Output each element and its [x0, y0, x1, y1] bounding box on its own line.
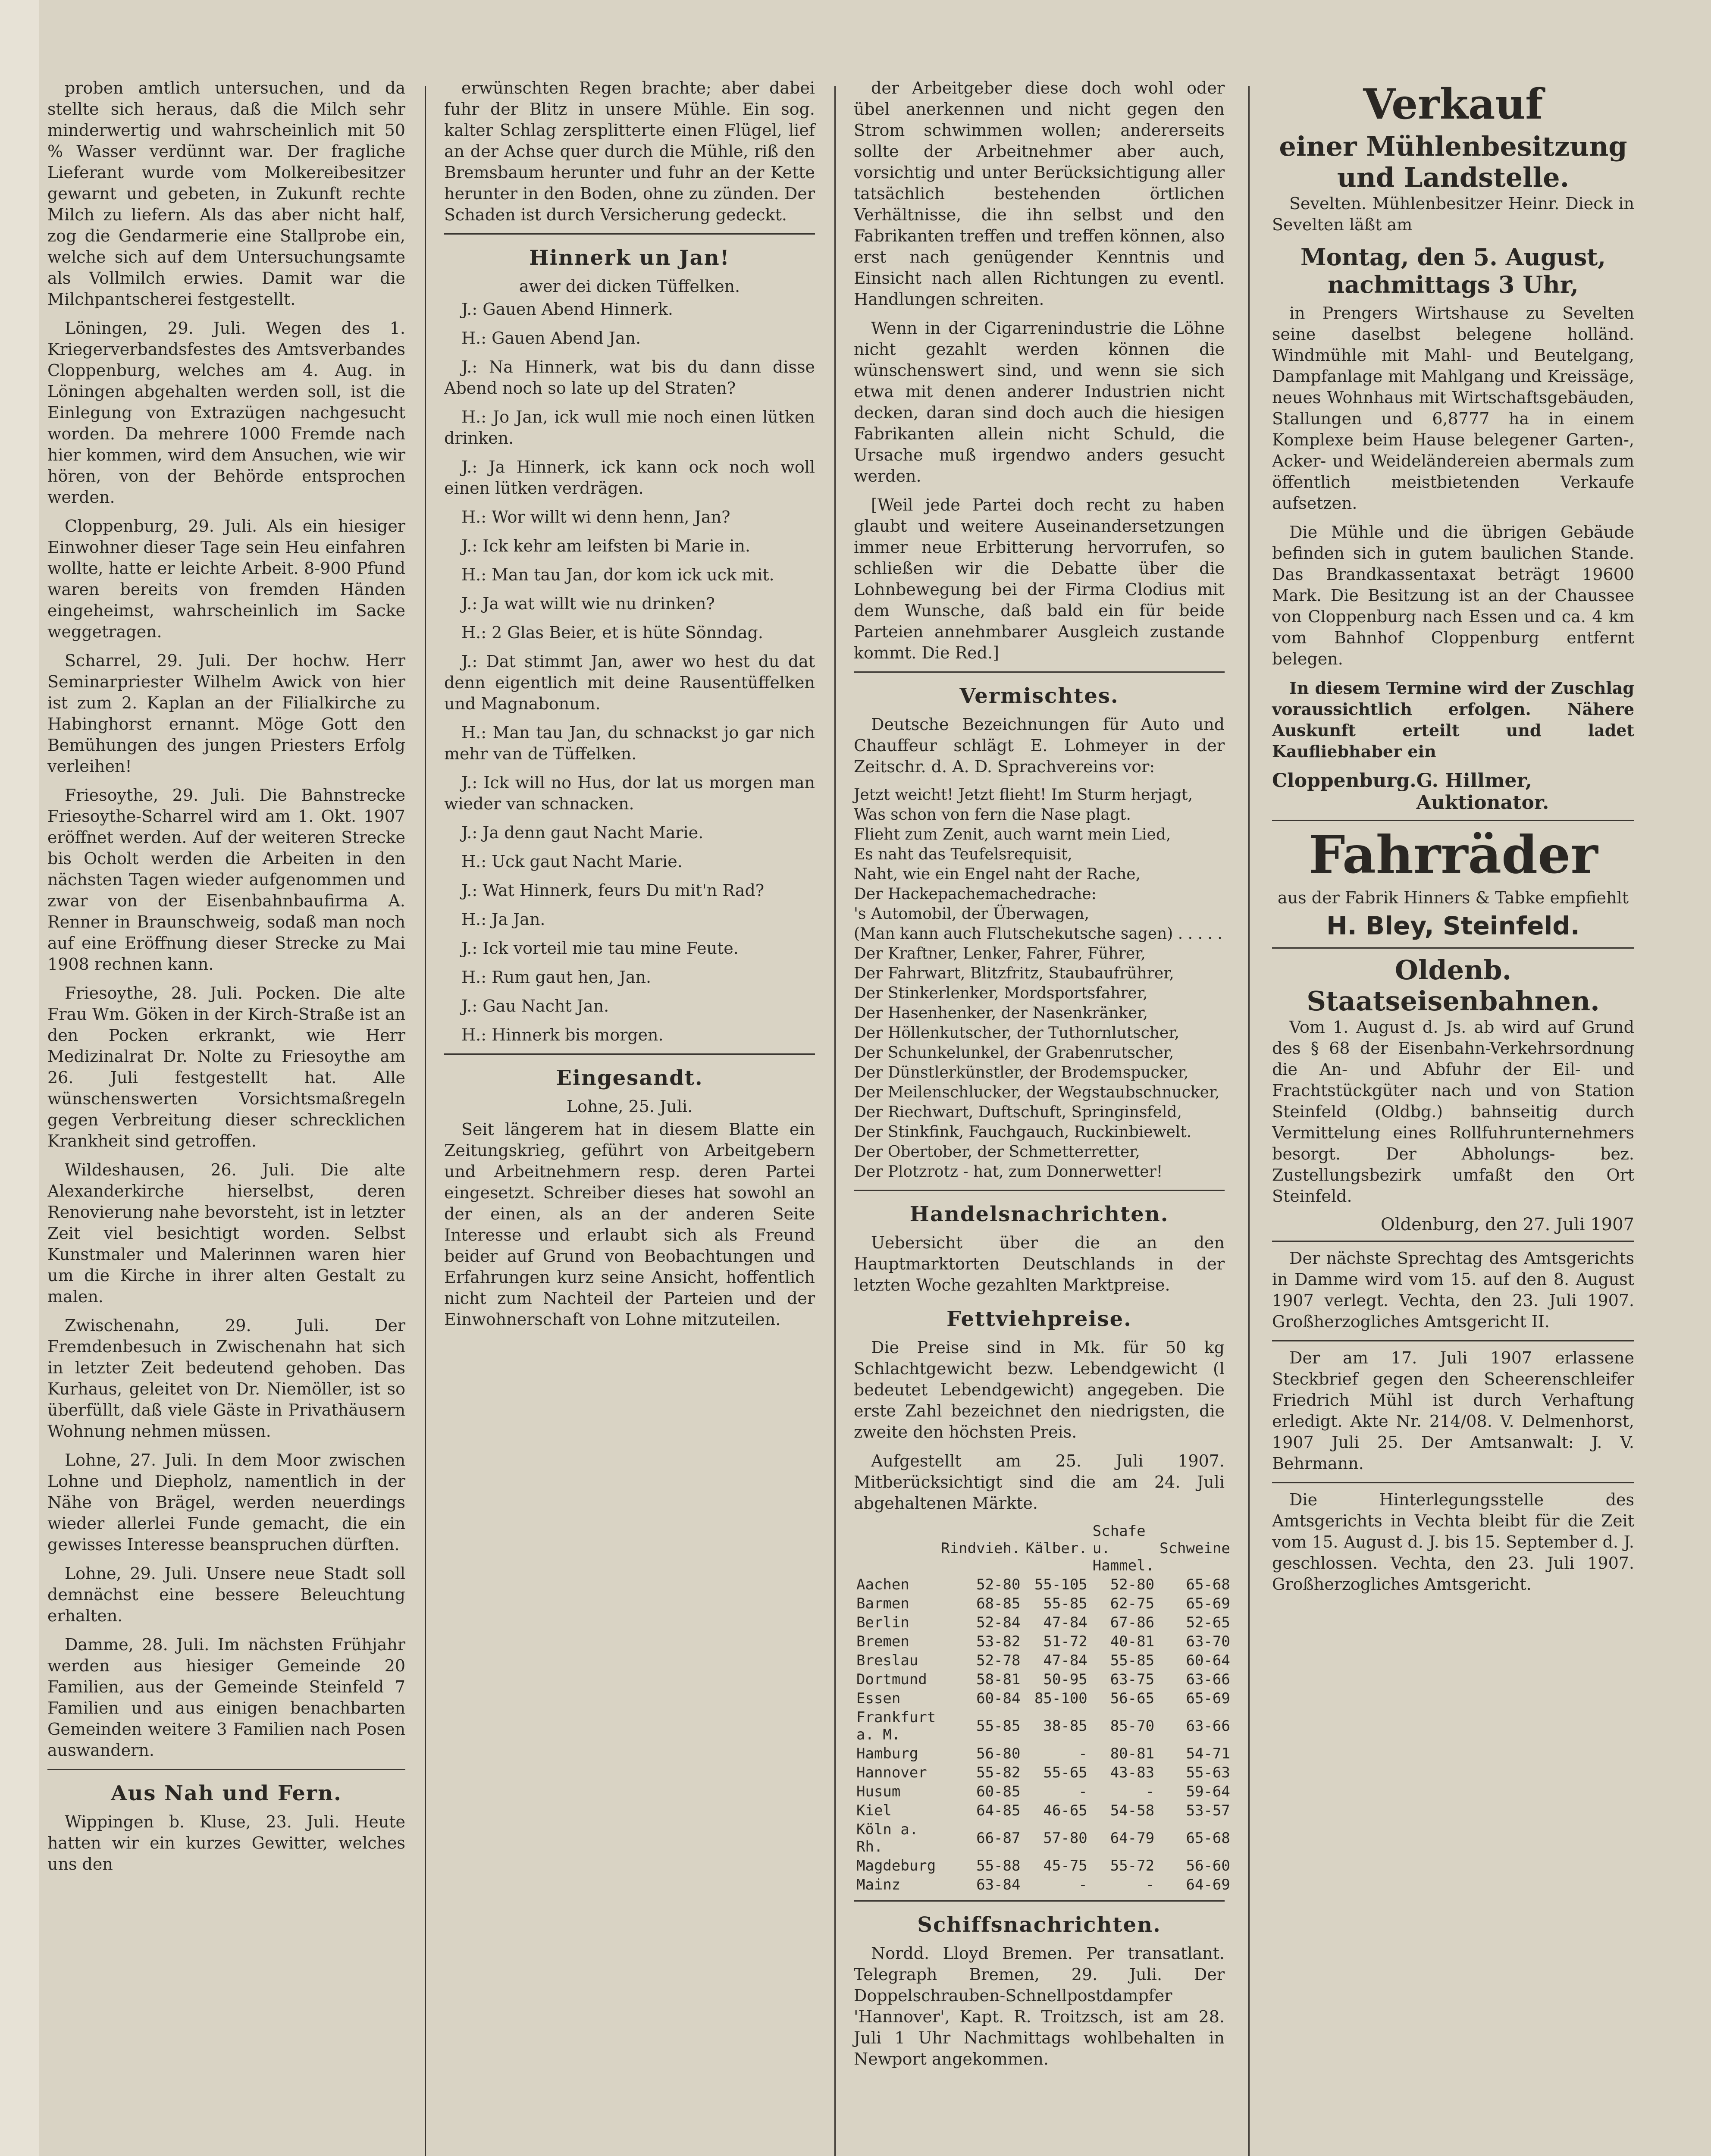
dialogue-line: J.: Ja denn gaut Nacht Marie.: [461, 823, 704, 842]
price: 68-85: [976, 1595, 1021, 1612]
market: Barmen: [856, 1595, 909, 1612]
dialogue-line: H.: Rum gaut hen, Jan.: [461, 968, 652, 987]
price: -: [1078, 1876, 1087, 1893]
ad-date: Oldenburg, den 27. Juli 1907: [1380, 1215, 1634, 1235]
price: 52-65: [1186, 1614, 1230, 1631]
verse-line: Flieht zum Zenit, auch warnt mein Lied,: [854, 826, 1171, 843]
ad-mill-sale: [1272, 82, 1634, 814]
article: proben amtlich untersuchen, und da stellte sich heraus, daß die Milch sehr minderwertig und wahrscheinlich mit 50 % Wasser verdünnt war. Der fragliche Lieferant wurde vom Molkereibesitzer gewarnt und gebeten, in Zukunft rechte Milch zu liefern. Als das aber nicht half, zog die Gendarmerie eine Stallprobe ein, welche sich auf dem Untersuchungsamte als Vollmilch erwies. Damit war die Milchpantscherei festgestellt.: [47, 78, 405, 309]
section-rule: [1272, 1482, 1634, 1483]
price: 47-84: [1043, 1614, 1087, 1631]
market: Berlin: [856, 1614, 909, 1631]
article: Seit längerem hat in diesem Blatte ein Zeitungskrieg, geführt von Arbeitgebern und Arbeitnehmern resp. deren Partei eingesetzt. Schreiber dieses hat sowohl an der einen, als an der anderen Seite Interesse und erlaubt sich als Freund beider auf Grund von Beobachtungen und Erfahrungen kurz seine Ansicht, hoffentlich nicht zum Nachteil der Parteien und der Einwohnerschaft von Lohne mitzuteilen.: [444, 1120, 815, 1329]
article: Aufgestellt am 25. Juli 1907. Mitberücksichtigt sind die am 24. Juli abgehaltenen Märkte.: [854, 1451, 1225, 1513]
price: 64-69: [1186, 1876, 1230, 1893]
price: 67-86: [1110, 1614, 1155, 1631]
price: 58-81: [976, 1671, 1021, 1688]
ad-title: Fahrräder: [1308, 824, 1598, 885]
article: Friesoythe, 29. Juli. Die Bahnstrecke Friesoythe-Scharrel wird am 1. Okt. 1907 eröffnet werden. Auf der weiteren Strecke bis Ocholt werden die Arbeiten in den nächsten Tagen wieder aufgenommen und zwar von der Eisenbahnbaufirma A. Renner in Braunschweig, sodaß man noch auf eine Eröffnung dieser Strecke zu Mai 1908 rechnen kann.: [47, 786, 405, 974]
price: 65-69: [1186, 1690, 1230, 1707]
section-rule: [854, 671, 1225, 673]
article: Zwischenahn, 29. Juli. Der Fremdenbesuch in Zwischenahn hat sich in letzter Zeit bedeutend gehoben. Das Kurhaus, geleitet von Dr. Niemöller, ist so überfüllt, daß viele Gäste in Privathäusern Wohnung nehmen müssen.: [47, 1316, 405, 1441]
price: 66-87: [976, 1830, 1021, 1847]
column-1: [47, 78, 405, 2156]
section-rule: [854, 1900, 1225, 1902]
price: 60-85: [976, 1783, 1021, 1800]
market: Magdeburg: [856, 1857, 936, 1874]
price: -: [1145, 1876, 1155, 1893]
market: Dortmund: [856, 1671, 927, 1688]
ad-text: Die Mühle und die übrigen Gebäude befinden sich in gutem baulichen Stande. Das Brandkassentaxat beträgt 19600 Mark. Die Besitzung ist an der Chaussee von Cloppenburg nach Essen und ca. 4 km vom Bahnhof Cloppenburg entfernt belegen.: [1272, 523, 1634, 668]
dialogue-line: J.: Wat Hinnerk, feurs Du mit'n Rad?: [461, 881, 765, 900]
ad-date: Montag, den 5. August, nachmittags 3 Uhr,: [1300, 243, 1606, 298]
ad-text: in Prengers Wirtshause zu Sevelten seine daselbst belegene holländ. Windmühle mit Mahl- und Beutelgang, Dampfanlage mit Mahlgang und Kreissäge, neues Wohnhaus mit Wirtschaftsgebäuden, Stallungen und 6,8777 ha in einem Komplexe beim Hause belegener Garten-, Acker- und Weideländereien abermals zum öffentlich meistbietenden Verkaufe aufsetzen.: [1272, 304, 1634, 513]
market: Breslau: [856, 1652, 918, 1669]
price: 55-82: [976, 1764, 1021, 1781]
table-row: [854, 1651, 1233, 1670]
article: Nordd. Lloyd Bremen. Per transatlant. Telegraph Bremen, 29. Juli. Der Doppelschrauben-Schnellpostdampfer 'Hannover', Kapt. R. Troitzsch, ist am 28. Juli 1 Uhr Nachmittags wohlbehalten in Newport angekommen.: [854, 1944, 1225, 2068]
ad-title: Verkauf: [1363, 80, 1543, 128]
table-row: [854, 1670, 1233, 1689]
section-rule: [1272, 1340, 1634, 1341]
column-4: [1272, 78, 1634, 2156]
dialogue-line: J.: Ick vorteil mie tau mine Feute.: [461, 939, 739, 958]
article: Deutsche Bezeichnungen für Auto und Chauffeur schlägt E. Lohmeyer in der Zeitschr. d. A. D. Sprachvereins vor:: [854, 715, 1225, 776]
table-row: [854, 1744, 1233, 1763]
article: erwünschten Regen brachte; aber dabei fuhr der Blitz in unsere Mühle. Ein sog. kalter Schlag zersplitterte einen Flügel, lief an der Achse quer durch die Mühle, riß den Bremsbaum herunter und fuhr an der Kette herunter in den Boden, ohne zu zünden. Der Schaden ist durch Versicherung gedeckt.: [444, 78, 815, 224]
article: der Arbeitgeber diese doch wohl oder übel anerkennen und nicht gegen den Strom schwimmen wollen; andererseits sollte der Arbeitnehmer aber auch, vorsichtig und unter Berücksichtigung aller tatsächlich bestehenden örtlichen Verhältnisse, die ihn selbst und den Fabrikanten treffen und treffen können, also erst nach genügender Kenntnis und Einsicht nach allen Richtungen zu eventl. Handlungen schreiten.: [854, 78, 1225, 309]
dialogue-line: H.: Man tau Jan, du schnackst jo gar nich mehr van de Tüffelken.: [444, 723, 815, 763]
ad-text: Vom 1. August d. Js. ab wird auf Grund des § 68 der Eisenbahn-Verkehrsordnung die An- und Abfuhr der Eil- und Frachtstückgüter nach und von Station Steinfeld (Oldbg.) bahnseitig durch Vermittelung eines Rollfuhrunternehmers besorgt. Der Abholungs- bez. Zustellungsbezirk umfaßt den Ort Steinfeld.: [1272, 1018, 1634, 1206]
verse-line: Der Hackepachemachedrache:: [854, 885, 1097, 903]
section-heading: Hinnerk un Jan!: [529, 246, 730, 270]
dialogue-line: J.: Ja Hinnerk, ick kann ock noch woll einen lütken verdrägen.: [444, 458, 815, 498]
header-cell: Schweine: [1159, 1540, 1230, 1557]
price: 55-105: [1034, 1576, 1087, 1593]
dialogue-line: H.: Uck gaut Nacht Marie.: [461, 852, 683, 871]
price: 64-85: [976, 1802, 1021, 1819]
table-row: [854, 1632, 1233, 1651]
price: 55-88: [976, 1857, 1021, 1874]
price: 46-65: [1043, 1802, 1087, 1819]
market: Essen: [856, 1690, 901, 1707]
dialogue-line: H.: Man tau Jan, dor kom ick uck mit.: [461, 565, 774, 584]
dialogue-line: J.: Gau Nacht Jan.: [461, 997, 609, 1015]
price: 55-85: [976, 1717, 1021, 1735]
table-header: [854, 1522, 1233, 1575]
verse-line: Der Stinkerlenker, Mordsportsfahrer,: [854, 984, 1148, 1002]
price: 65-68: [1186, 1576, 1230, 1593]
price: 63-70: [1186, 1633, 1230, 1650]
ad-bicycles: [1272, 824, 1634, 941]
market: Husum: [856, 1783, 901, 1800]
ad-title: Oldenb. Staatseisenbahnen.: [1307, 954, 1600, 1017]
ad-name: H. Bley, Steinfeld.: [1326, 911, 1580, 940]
section-heading: Fettviehpreise.: [946, 1307, 1132, 1331]
price: 52-80: [976, 1576, 1021, 1593]
table-row: [854, 1613, 1233, 1632]
verse-line: Der Kraftner, Lenker, Fahrer, Führer,: [854, 945, 1146, 962]
table-row: [854, 1875, 1233, 1894]
table-row: [854, 1820, 1233, 1856]
dialogue-line: H.: Ja Jan.: [461, 910, 545, 929]
price: 54-71: [1186, 1745, 1230, 1762]
market: Aachen: [856, 1576, 909, 1593]
price: 43-83: [1110, 1764, 1155, 1781]
dialogue-line: J.: Na Hinnerk, wat bis du dann disse Abend noch so late up del Straten?: [444, 357, 815, 398]
table-row: [854, 1856, 1233, 1875]
dialogue-line: H.: Jo Jan, ick wull mie noch einen lütken drinken.: [444, 407, 815, 448]
verse-line: Es naht das Teufelsrequisit,: [854, 846, 1072, 863]
price: 63-84: [976, 1876, 1021, 1893]
table-row: [854, 1763, 1233, 1782]
price: 38-85: [1043, 1717, 1087, 1735]
price: 55-72: [1110, 1857, 1155, 1874]
notice: Der am 17. Juli 1907 erlassene Steckbrief gegen den Scheerenschleifer Friedrich Mühl ist durch Verhaftung erledigt. Akte Nr. 214/08. V. Delmenhorst, 1907 Juli 25. Der Amtsanwalt: J. V. Behrmann.: [1272, 1348, 1634, 1473]
market: Frankfurt a. M.: [856, 1709, 936, 1743]
article: Die Preise sind in Mk. für 50 kg Schlachtgewicht bezw. Lebendgewicht (l bedeutet Lebendgewicht) angegeben. Die erste Zahl bezeichnet den niedrigsten, die zweite den höchsten Preis.: [854, 1338, 1225, 1442]
article: Wenn in der Cigarrenindustrie die Löhne nicht gezahlt werden können die wünschenswert sind, und wenn sie sich etwa mit denen anderer Industrien nicht decken, daran sind doch auch die hiesigen Fabrikanten allein nicht Schuld, die Ursache muß irgendwo anders gesucht werden.: [854, 319, 1225, 486]
header-cell: Rindvieh.: [941, 1540, 1021, 1557]
price: 80-81: [1110, 1745, 1155, 1762]
price: -: [1078, 1783, 1087, 1800]
section-rule: [1272, 947, 1634, 949]
price: 52-80: [1110, 1576, 1155, 1593]
article: Damme, 28. Juli. Im nächsten Frühjahr werden aus hiesiger Gemeinde 20 Familien, aus der Gemeinde Steinfeld 7 Familien und aus einigen benachbarten Gemeinden weitere 3 Familien nach Posen auswandern.: [47, 1635, 405, 1760]
ad-subtitle: einer Mühlenbesitzung und Landstelle.: [1279, 131, 1627, 193]
dialogue-line: H.: 2 Glas Beier, et is hüte Sönndag.: [461, 623, 763, 642]
header-cell: Schafe u. Hammel.: [1092, 1523, 1155, 1574]
price: 57-80: [1043, 1830, 1087, 1847]
verse-line: (Man kann auch Flutschekutsche sagen) . . . . .: [854, 925, 1222, 943]
ad-place: Cloppenburg.: [1272, 770, 1416, 792]
price: 65-68: [1186, 1830, 1230, 1847]
notice: Der nächste Sprechtag des Amtsgerichts in Damme wird vom 15. auf den 8. August 1907 verlegt. Vechta, den 23. Juli 1907. Großherzogliches Amtsgericht II.: [1272, 1249, 1634, 1331]
price-table: [854, 1522, 1233, 1894]
article: Lohne, 29. Juli. Unsere neue Stadt soll demnächst eine bessere Beleuchtung erhalten.: [47, 1564, 405, 1625]
table-row: [854, 1594, 1233, 1613]
ad-text: aus der Fabrik Hinners & Tabke empfiehlt: [1278, 888, 1629, 907]
price: 60-64: [1186, 1652, 1230, 1669]
verse-line: 's Automobil, der Überwagen,: [854, 905, 1090, 923]
price: 65-69: [1186, 1595, 1230, 1612]
price: 55-65: [1043, 1764, 1087, 1781]
ad-signature: [1272, 770, 1634, 814]
verse-line: Der Höllenkutscher, der Tuthornlutscher,: [854, 1024, 1180, 1042]
price: 64-79: [1110, 1830, 1155, 1847]
verse-line: Der Fahrwart, Blitzfritz, Staubaufrührer,: [854, 965, 1174, 982]
price: 45-75: [1043, 1857, 1087, 1874]
verse-line: Der Plotzrotz - hat, zum Donnerwetter!: [854, 1163, 1163, 1181]
article: Lohne, 27. Juli. In dem Moor zwischen Lohne und Diepholz, namentlich in der Nähe von Brägel, werden neuerdings wieder allerlei Funde gemacht, die ein gewisses Interesse beanspruchen dürften.: [47, 1451, 405, 1554]
section-rule: [444, 233, 815, 235]
section-heading: Aus Nah und Fern.: [111, 1781, 342, 1805]
article: Uebersicht über die an den Hauptmarktorten Deutschlands in der letzten Woche gezahlten Marktpreise.: [854, 1233, 1225, 1294]
price: 63-66: [1186, 1671, 1230, 1688]
verse-line: Der Stinkfink, Fauchgauch, Ruckinbiewelt.: [854, 1123, 1192, 1141]
verse-line: Der Obertober, der Schmetterretter,: [854, 1143, 1140, 1161]
dialogue-line: H.: Hinnerk bis morgen.: [461, 1025, 664, 1044]
price: 52-84: [976, 1614, 1021, 1631]
price: 55-63: [1186, 1764, 1230, 1781]
price: 53-57: [1186, 1802, 1230, 1819]
section-heading: Handelsnachrichten.: [909, 1202, 1169, 1226]
table-row: [854, 1708, 1233, 1744]
editor-note: [Weil jede Partei doch recht zu haben glaubt und weitere Auseinandersetzungen immer neue Erbitterung hervorrufen, so schließen wir die Debatte über die Lohnbewegung bei der Firma Clodius mit dem Wunsche, daß bald ein für beide Parteien annehmbarer Ausgleich zustande kommt. Die Red.]: [854, 495, 1225, 662]
section-rule: [444, 1053, 815, 1055]
column-rule: [425, 86, 426, 2156]
notice: Die Hinterlegungsstelle des Amtsgerichts in Vechta bleibt für die Zeit vom 15. August d. J. bis 15. September d. J. geschlossen. Vechta, den 23. Juli 1907. Großherzogliches Amtsgericht.: [1272, 1490, 1634, 1594]
verse-line: Der Riechwart, Duftschuft, Springinsfeld,: [854, 1103, 1182, 1121]
dateline: Lohne, 25. Juli.: [566, 1097, 693, 1116]
ad-text: Sevelten. Mühlenbesitzer Heinr. Dieck in Sevelten läßt am: [1272, 194, 1634, 234]
market: Hannover: [856, 1764, 927, 1781]
price: 50-95: [1043, 1671, 1087, 1688]
article: Wildeshausen, 26. Juli. Die alte Alexanderkirche hierselbst, deren Renovierung nahe bevorsteht, ist in letzter Zeit viel besichtigt worden. Selbst Kunstmaler und Malerinnen waren hier um die Kirche in ihrer alten Gestalt zu malen.: [47, 1160, 405, 1306]
price: -: [1145, 1783, 1155, 1800]
market: Bremen: [856, 1633, 909, 1650]
verse: [854, 785, 1225, 1182]
price: 54-58: [1110, 1802, 1155, 1819]
price: 85-100: [1034, 1690, 1087, 1707]
dialogue-line: H.: Wor willt wi denn henn, Jan?: [461, 508, 730, 526]
price: 55-85: [1043, 1595, 1087, 1612]
article: Cloppenburg, 29. Juli. Als ein hiesiger Einwohner dieser Tage sein Heu einfahren wollte, hatte er leichte Arbeit. 8-900 Pfund waren bereits von fremden Händen eingeheimst, wahrscheinlich im Sacke weggetragen.: [47, 517, 405, 641]
table-row: [854, 1801, 1233, 1820]
price: 56-65: [1110, 1690, 1155, 1707]
price: 52-78: [976, 1652, 1021, 1669]
verse-line: Naht, wie ein Engel naht der Rache,: [854, 865, 1141, 883]
header-cell: [854, 1522, 938, 1575]
price: -: [1078, 1745, 1087, 1762]
article: Löningen, 29. Juli. Wegen des 1. Kriegerverbandsfestes des Amtsverbandes Cloppenburg, welches am 4. Aug. in Löningen abgehalten werden soll, ist die Einlegung von Extrazügen nachgesucht worden. Da mehrere 1000 Fremde nach hier kommen, wird dem Ansuchen, wie wir hören, von der Behörde entsprochen werden.: [47, 319, 405, 507]
price: 85-70: [1110, 1717, 1155, 1735]
table-row: [854, 1782, 1233, 1801]
ad-auctioneer: G. Hillmer, Auktionator.: [1416, 770, 1549, 814]
column-rule: [834, 86, 836, 2156]
table-row: [854, 1689, 1233, 1708]
article: Friesoythe, 28. Juli. Pocken. Die alte Frau Wm. Göken in der Kirch-Straße ist an den Pocken erkrankt, wie Herr Medizinalrat Dr. Nolte zu Friesoythe am 26. Juli festgestellt hat. Alle wünschenswerten Vorsichtsmaßregeln gegen Verbreitung dieser schrecklichen Krankheit sind getroffen.: [47, 984, 405, 1150]
price: 51-72: [1043, 1633, 1087, 1650]
verse-line: Der Meilenschlucker, der Wegstaubschnucker,: [854, 1084, 1220, 1101]
price: 55-85: [1110, 1652, 1155, 1669]
verse-line: Was schon von fern die Nase plagt.: [854, 806, 1131, 824]
column-rule: [1248, 86, 1250, 2156]
article: Scharrel, 29. Juli. Der hochw. Herr Seminarpriester Wilhelm Awick von hier ist zum 2. Kaplan an der Filialkirche zu Habinghorst ernannt. Möge Gott den Bemühungen des jungen Priesters Erfolg verleihen!: [47, 651, 405, 776]
ad-text: In diesem Termine wird der Zuschlag voraussichtlich erfolgen. Nähere Auskunft erteilt und ladet Kaufliebhaber ein: [1272, 678, 1634, 761]
section-heading: Vermischtes.: [959, 684, 1119, 708]
price: 63-66: [1186, 1717, 1230, 1735]
price: 59-64: [1186, 1783, 1230, 1800]
market: Kiel: [856, 1802, 892, 1819]
header-cell: Kälber.: [1025, 1540, 1087, 1557]
section-heading: Schiffsnachrichten.: [917, 1913, 1161, 1937]
dialogue-line: H.: Gauen Abend Jan.: [461, 329, 641, 348]
column-3: [854, 78, 1230, 2156]
price: 60-84: [976, 1690, 1021, 1707]
price: 47-84: [1043, 1652, 1087, 1669]
price: 62-75: [1110, 1595, 1155, 1612]
market: Mainz: [856, 1876, 901, 1893]
price: 53-82: [976, 1633, 1021, 1650]
column-2: [444, 78, 815, 2156]
verse-line: Der Hasenhenker, der Nasenkränker,: [854, 1004, 1148, 1022]
price: 56-80: [976, 1745, 1021, 1762]
section-heading: Eingesandt.: [556, 1066, 703, 1090]
section-rule: [1272, 1241, 1634, 1242]
dialogue-line: J.: Gauen Abend Hinnerk.: [461, 300, 673, 319]
section-rule: [1272, 820, 1634, 821]
dialogue-line: J.: Ja wat willt wie nu drinken?: [461, 594, 715, 613]
market: Hamburg: [856, 1745, 918, 1762]
price: 63-75: [1110, 1671, 1155, 1688]
verse-line: Jetzt weicht! Jetzt flieht! Im Sturm herjagt,: [854, 786, 1193, 804]
verse-line: Der Schunkelunkel, der Grabenrutscher,: [854, 1044, 1174, 1062]
article: Wippingen b. Kluse, 23. Juli. Heute hatten wir ein kurzes Gewitter, welches uns den: [47, 1812, 405, 1874]
ad-railways: [1272, 955, 1634, 1235]
section-rule: [854, 1190, 1225, 1191]
section-rule: [47, 1769, 405, 1770]
dialogue-line: J.: Ick kehr am leifsten bi Marie in.: [461, 536, 751, 555]
dialogue-line: J.: Dat stimmt Jan, awer wo hest du dat denn eigentlich mit deine Rausentüffelken und Magnabonum.: [444, 652, 815, 713]
price: 56-60: [1186, 1857, 1230, 1874]
price: 40-81: [1110, 1633, 1155, 1650]
verse-line: Der Dünstlerkünstler, der Brodemspucker,: [854, 1064, 1189, 1081]
market: Köln a. Rh.: [856, 1821, 918, 1855]
subheading: awer dei dicken Tüffelken.: [519, 277, 740, 296]
table-row: [854, 1575, 1233, 1594]
dialogue-line: J.: Ick will no Hus, dor lat us morgen man wieder van schnacken.: [444, 773, 815, 813]
